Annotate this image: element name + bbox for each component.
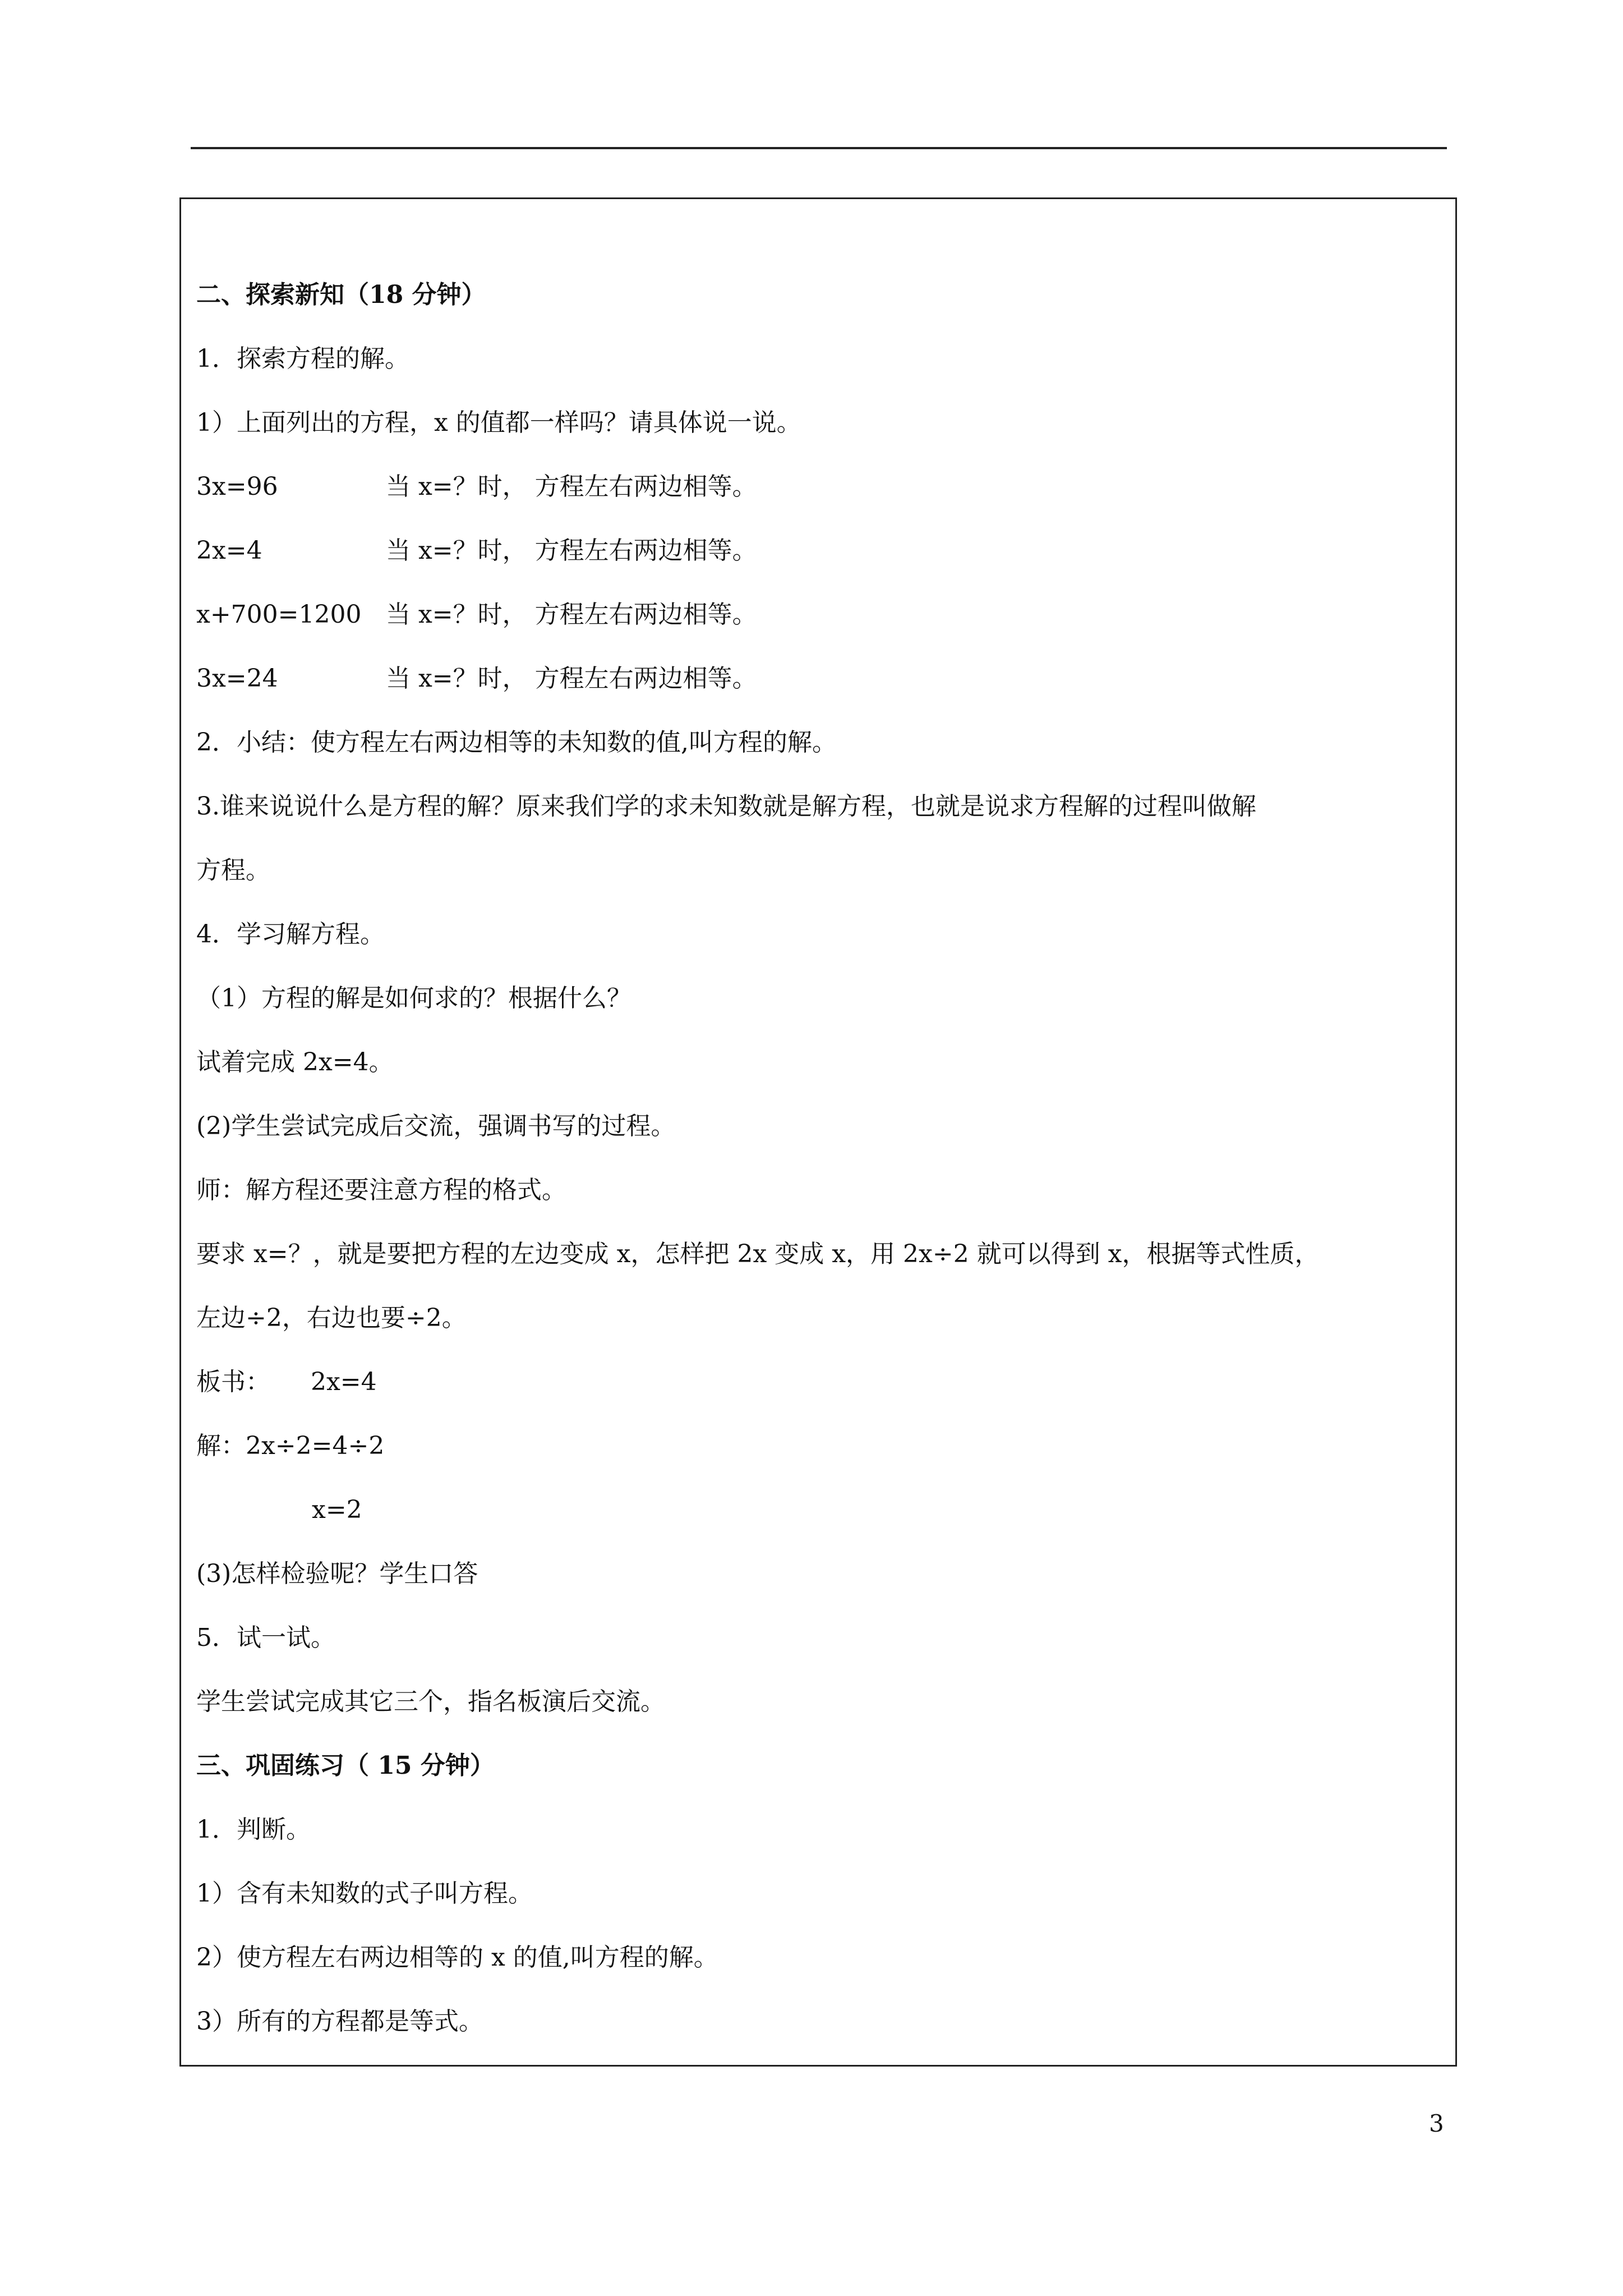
item1-question: 1）上面列出的方程，x 的值都一样吗？请具体说一说。	[196, 408, 801, 437]
judge-q2: 2）使方程左右两边相等的 x 的值,叫方程的解。	[196, 1943, 718, 1972]
board-label: 板书：	[196, 1368, 270, 1396]
equation-1: 3x=96	[196, 472, 278, 501]
header-rule	[191, 147, 1447, 149]
equation-3: x+700=1200	[196, 600, 362, 629]
equation-4: 3x=24	[196, 664, 278, 693]
section3-item1: 1．判断。	[196, 1815, 311, 1844]
section2-title: 二、探索新知（18 分钟）	[196, 280, 486, 309]
equation-4-text: 当 x=？时， 方程左右两边相等。	[386, 664, 757, 693]
solve-line2: x=2	[312, 1496, 362, 1524]
item2-summary: 2．小结：使方程左右两边相等的未知数的值,叫方程的解。	[196, 728, 837, 757]
item4-sub1: （1）方程的解是如何求的？根据什么？	[196, 984, 631, 1013]
solve-line1: 解：2x÷2=4÷2	[196, 1432, 385, 1460]
explain-line1: 要求 x=？，就是要把方程的左边变成 x，怎样把 2x 变成 x，用 2x÷2 就可以得到 x，根据等式性质，	[196, 1240, 1320, 1268]
page-number: 3	[1429, 2110, 1444, 2137]
item5-text: 学生尝试完成其它三个，指名板演后交流。	[196, 1687, 665, 1716]
item3-line1: 3.谁来说说什么是方程的解？原来我们学的求未知数就是解方程，也就是说求方程解的过程叫做解	[196, 792, 1256, 821]
item4-sub3: (3)怎样检验呢？学生口答	[196, 1559, 478, 1588]
board-equation: 2x=4	[311, 1368, 377, 1396]
item4-try: 试着完成 2x=4。	[196, 1048, 394, 1076]
item4: 4．学习解方程。	[196, 920, 385, 949]
item4-sub2: (2)学生尝试完成后交流，强调书写的过程。	[196, 1112, 676, 1140]
equation-2: 2x=4	[196, 536, 262, 565]
judge-q3: 3）所有的方程都是等式。	[196, 2007, 483, 2036]
item5: 5．试一试。	[196, 1623, 335, 1652]
judge-q1: 1）含有未知数的式子叫方程。	[196, 1879, 533, 1908]
explain-line2: 左边÷2，右边也要÷2。	[196, 1304, 467, 1332]
equation-3-text: 当 x=？时， 方程左右两边相等。	[386, 600, 757, 629]
section3-title: 三、巩固练习（ 15 分钟）	[196, 1751, 495, 1780]
item1: 1．探索方程的解。	[196, 344, 409, 373]
teacher-note: 师：解方程还要注意方程的格式。	[196, 1176, 566, 1204]
equation-1-text: 当 x=？时， 方程左右两边相等。	[386, 472, 757, 501]
item3-line2: 方程。	[196, 856, 270, 885]
equation-2-text: 当 x=？时， 方程左右两边相等。	[386, 536, 757, 565]
